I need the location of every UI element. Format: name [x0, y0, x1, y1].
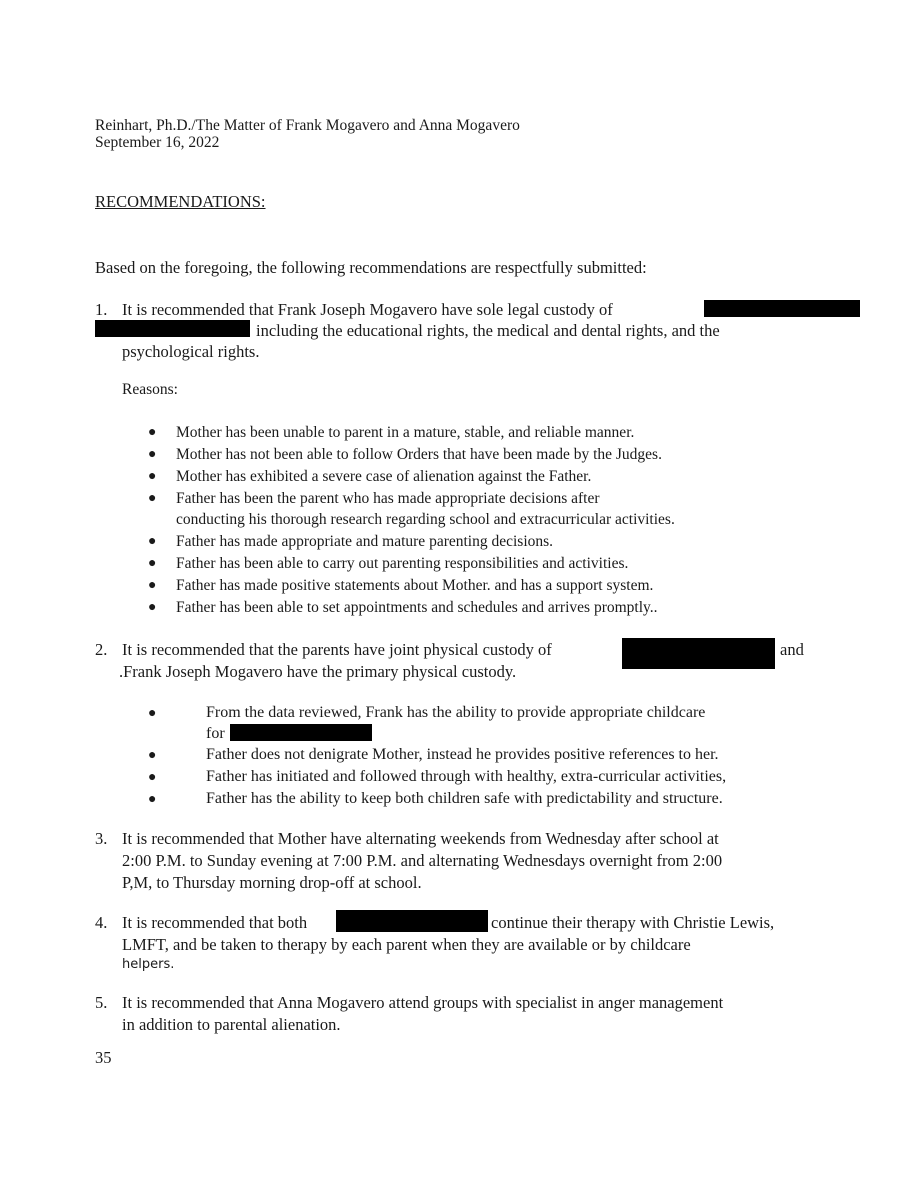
rec2-line2: .Frank Joseph Mogavero have the primary physical custody. — [119, 662, 517, 681]
rec2-bullet: Father does not denigrate Mother, instead he provides positive references to her. — [206, 746, 719, 763]
redaction-bar — [622, 638, 775, 669]
rec2-number: 2. — [95, 640, 108, 659]
rec2-line1-end: and — [780, 640, 804, 659]
bullet-icon: ● — [148, 556, 157, 571]
bullet-icon: ● — [148, 748, 157, 763]
bullet-icon: ● — [148, 425, 157, 440]
bullet-icon: ● — [148, 600, 157, 615]
rec4-line1a: It is recommended that both — [122, 913, 308, 932]
rec3-line2: 2:00 P.M. to Sunday evening at 7:00 P.M. and alternating Wednesdays overnight from 2:00 — [122, 851, 723, 870]
rec1-number: 1. — [95, 300, 108, 319]
rec1-bullet-continuation: conducting his thorough research regarding school and extracurricular activities. — [176, 511, 675, 528]
page-number: 35 — [95, 1048, 112, 1067]
section-heading: RECOMMENDATIONS: — [95, 192, 266, 211]
rec1-bullet: Father has made positive statements about Mother. and has a support system. — [176, 577, 654, 594]
rec1-line2: including the educational rights, the medical and dental rights, and the — [256, 321, 720, 340]
bullet-icon: ● — [148, 578, 157, 593]
rec1-bullet: Father has made appropriate and mature parenting decisions. — [176, 533, 554, 550]
header-title: Reinhart, Ph.D./The Matter of Frank Mogavero and Anna Mogavero — [95, 117, 520, 134]
intro-text: Based on the foregoing, the following recommendations are respectfully submitted: — [95, 258, 647, 277]
bullet-icon: ● — [148, 469, 157, 484]
rec1-bullet: Mother has not been able to follow Orders that have been made by the Judges. — [176, 446, 662, 463]
rec5-line1: It is recommended that Anna Mogavero attend groups with specialist in anger management — [122, 993, 724, 1012]
header-date: September 16, 2022 — [95, 134, 220, 151]
rec4-line1b: continue their therapy with Christie Lewis, — [491, 913, 775, 932]
rec2-bullet: Father has the ability to keep both children safe with predictability and structure. — [206, 790, 723, 807]
rec5-line2: in addition to parental alienation. — [122, 1015, 341, 1034]
bullet-icon: ● — [148, 792, 157, 807]
redaction-bar — [230, 724, 372, 741]
bullet-icon: ● — [148, 447, 157, 462]
rec1-bullet: Mother has been unable to parent in a mature, stable, and reliable manner. — [176, 424, 635, 441]
bullet-icon: ● — [148, 491, 157, 506]
rec5-number: 5. — [95, 993, 108, 1012]
rec4-line3: helpers. — [122, 957, 175, 972]
rec2-bullet: From the data reviewed, Frank has the ability to provide appropriate childcare — [206, 704, 706, 721]
bullet-icon: ● — [148, 706, 157, 721]
rec1-bullet: Father has been able to set appointments and schedules and arrives promptly.. — [176, 599, 658, 616]
rec1-bullet: Father has been able to carry out parenting responsibilities and activities. — [176, 555, 629, 572]
redaction-bar — [336, 910, 488, 932]
rec1-bullet: Father has been the parent who has made appropriate decisions after — [176, 490, 600, 507]
rec1-line3: psychological rights. — [122, 342, 260, 361]
rec4-line2: LMFT, and be taken to therapy by each parent when they are available or by childcare — [122, 935, 691, 954]
rec3-line1: It is recommended that Mother have alternating weekends from Wednesday after school at — [122, 829, 719, 848]
bullet-icon: ● — [148, 770, 157, 785]
rec2-bullet-continuation: for — [206, 725, 225, 742]
rec3-number: 3. — [95, 829, 108, 848]
rec2-bullet: Father has initiated and followed through with healthy, extra-curricular activities, — [206, 768, 727, 785]
redaction-bar — [95, 320, 250, 337]
redaction-bar — [704, 300, 860, 317]
rec1-line1: It is recommended that Frank Joseph Mogavero have sole legal custody of — [122, 300, 613, 319]
reasons-label: Reasons: — [122, 381, 178, 398]
rec3-line3: P,M, to Thursday morning drop-off at school. — [122, 873, 422, 892]
bullet-icon: ● — [148, 534, 157, 549]
rec1-bullet: Mother has exhibited a severe case of alienation against the Father. — [176, 468, 592, 485]
rec2-line1: It is recommended that the parents have joint physical custody of — [122, 640, 552, 659]
rec4-number: 4. — [95, 913, 108, 932]
